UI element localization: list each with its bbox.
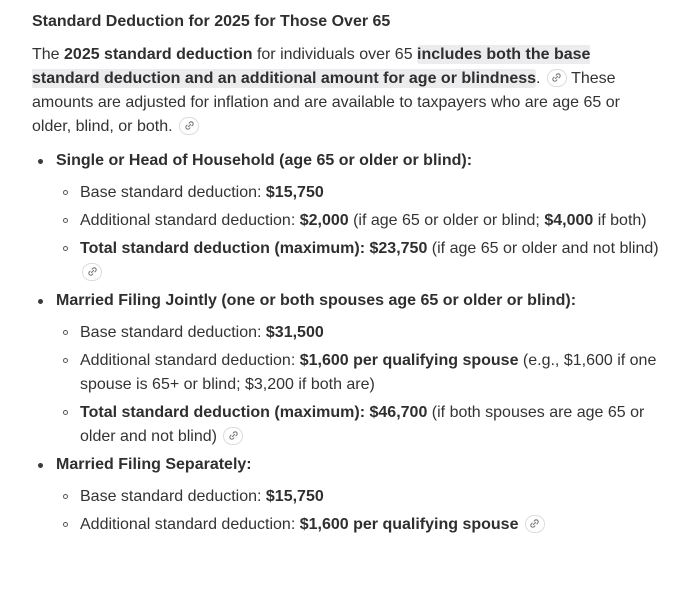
link-icon xyxy=(228,430,239,441)
deduction-label: Additional standard deduction: xyxy=(80,516,300,533)
deduction-amount: $1,600 per qualifying spouse xyxy=(299,516,519,533)
filing-status-title: Single or Head of Household (age 65 or older or blind): xyxy=(56,152,473,169)
deduction-item xyxy=(56,349,660,397)
deduction-item xyxy=(56,513,660,537)
deduction-total: Total standard deduction (maximum): $23,750 xyxy=(80,240,428,257)
deduction-list xyxy=(56,485,660,537)
citation-link-button[interactable] xyxy=(547,69,567,87)
circle-bullet-icon xyxy=(63,522,68,527)
circle-bullet-icon xyxy=(63,218,68,223)
circle-bullet-icon xyxy=(63,410,68,415)
filing-status-list xyxy=(32,149,660,537)
deduction-item xyxy=(56,401,660,449)
deduction-item xyxy=(56,321,660,345)
citation-link-button[interactable] xyxy=(223,427,243,445)
bullet-icon xyxy=(38,299,43,304)
deduction-label: Additional standard deduction: xyxy=(80,352,300,369)
circle-bullet-icon xyxy=(63,358,68,363)
link-icon xyxy=(551,72,562,83)
deduction-note: (if both spouses are age 65 or older and not blind) xyxy=(80,404,645,445)
deduction-note: (e.g., $1,600 if one spouse is 65+ or blind; $3,200 if both are) xyxy=(80,352,657,393)
circle-bullet-icon xyxy=(63,494,68,499)
deduction-amount: $15,750 xyxy=(265,184,324,201)
intro-text: These amounts are adjusted for inflation and are available to taxpayers who are age 65 or older, blind, or both. xyxy=(32,70,620,135)
deduction-amount: $15,750 xyxy=(265,488,324,505)
deduction-label: Additional standard deduction: xyxy=(80,212,300,229)
filing-status-item xyxy=(32,149,660,285)
intro-text: . xyxy=(536,70,541,87)
deduction-label: Base standard deduction: xyxy=(80,488,266,505)
citation-link-button[interactable] xyxy=(525,515,545,533)
circle-bullet-icon xyxy=(63,246,68,251)
filing-status-item xyxy=(32,289,660,449)
citation-link-button[interactable] xyxy=(82,263,102,281)
deduction-note: if both) xyxy=(593,212,647,229)
intro-text: for individuals over 65 xyxy=(252,46,418,63)
link-icon xyxy=(87,266,98,277)
circle-bullet-icon xyxy=(63,330,68,335)
intro-paragraph xyxy=(32,43,660,139)
deduction-item xyxy=(56,237,660,285)
deduction-item xyxy=(56,485,660,509)
deduction-label: Base standard deduction: xyxy=(80,324,266,341)
citation-link-button[interactable] xyxy=(179,117,199,135)
link-icon xyxy=(529,518,540,529)
deduction-label: Base standard deduction: xyxy=(80,184,266,201)
filing-status-title: Married Filing Separately: xyxy=(56,456,252,473)
deduction-amount: $1,600 per qualifying spouse xyxy=(299,352,519,369)
bullet-icon xyxy=(38,463,43,468)
deduction-amount: $31,500 xyxy=(265,324,324,341)
deduction-note: (if age 65 or older and not blind) xyxy=(427,240,659,257)
intro-bold: 2025 standard deduction xyxy=(64,46,253,63)
filing-status-title: Married Filing Jointly (one or both spouses age 65 or older or blind): xyxy=(56,292,577,309)
bullet-icon xyxy=(38,159,43,164)
link-icon xyxy=(184,120,195,131)
filing-status-item xyxy=(32,453,660,537)
section-heading: Standard Deduction for 2025 for Those Over 65 xyxy=(32,13,391,30)
deduction-total: Total standard deduction (maximum): $46,700 xyxy=(80,404,428,421)
highlighted-claim[interactable]: includes both the base standard deduction and an additional amount for age or blindness xyxy=(32,46,591,87)
deduction-list xyxy=(56,181,660,285)
deduction-item xyxy=(56,181,660,205)
deduction-item xyxy=(56,209,660,233)
deduction-amount: $4,000 xyxy=(544,212,594,229)
intro-text: The xyxy=(32,46,65,63)
deduction-note: (if age 65 or older or blind; xyxy=(348,212,545,229)
deduction-amount: $2,000 xyxy=(299,212,349,229)
deduction-list xyxy=(56,321,660,449)
circle-bullet-icon xyxy=(63,190,68,195)
